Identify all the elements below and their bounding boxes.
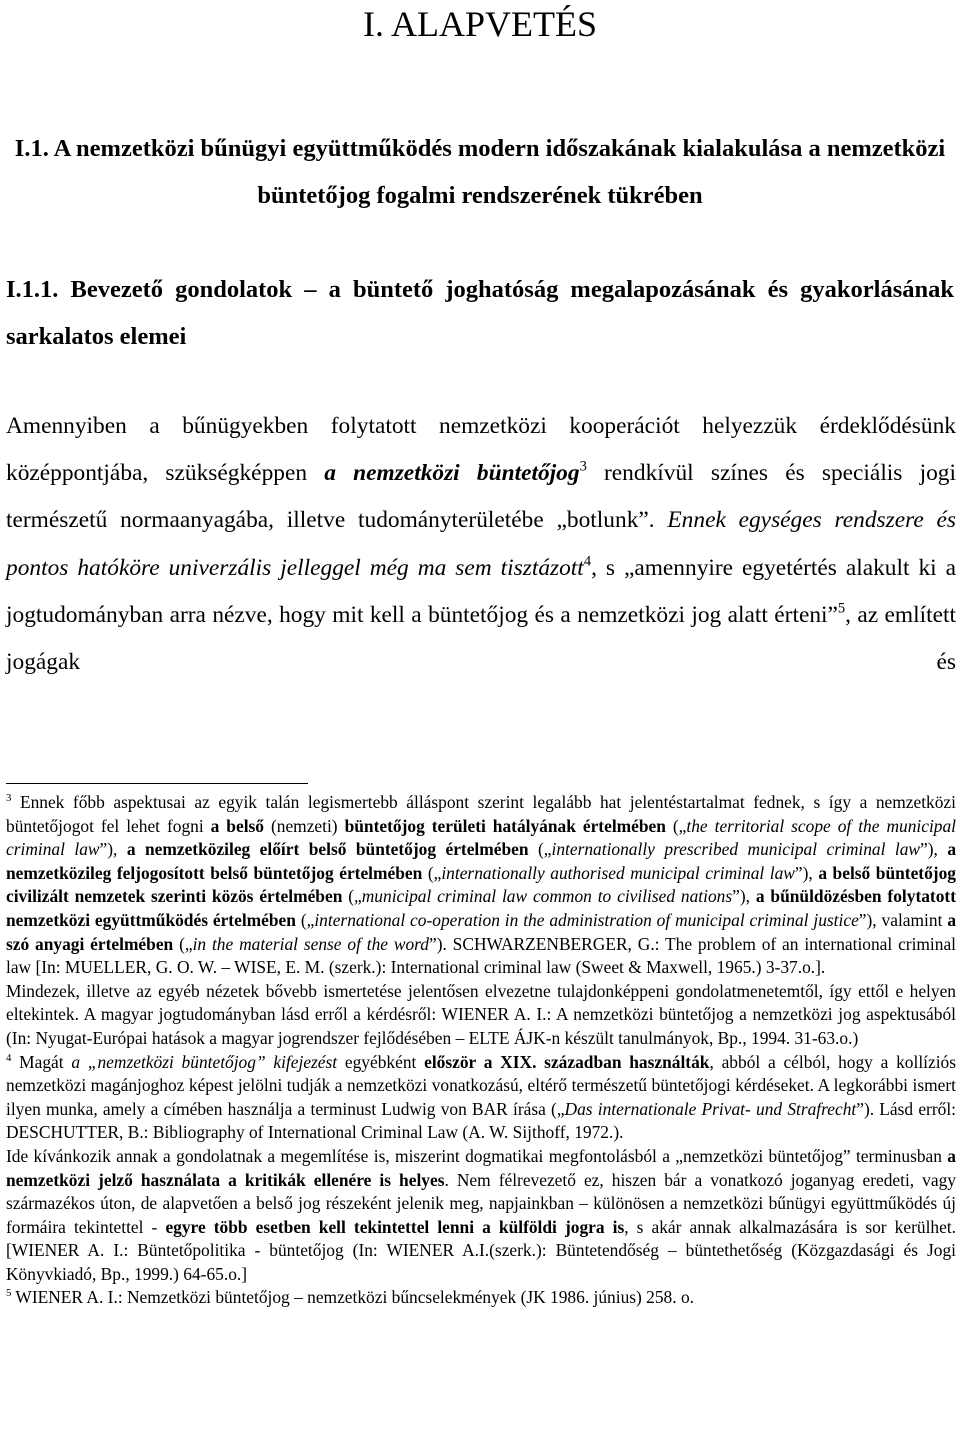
fn3-text: ”), [794, 862, 819, 883]
footnote-4-continued [6, 1145, 956, 1287]
fn3-italic: the territorial scope of the municipal criminal law [6, 815, 956, 860]
body-text-a: Amennyiben a bűnügyekben folytatott nemzetközi kooperációt helyezzük érdeklődésünk középpontjába, szükségképpen [6, 413, 956, 487]
fn3-bold: büntetőjog területi hatályának értelmében [344, 815, 666, 836]
body-italic-sentence: Ennek egységes rendszere és pontos hatóköre univerzális jelleggel még ma sem tisztázott [6, 507, 956, 581]
footnote-separator [6, 783, 308, 784]
fn3-text: („ [665, 815, 687, 836]
footnote-3-number: 3 [6, 792, 12, 804]
footnote-4 [6, 1051, 956, 1145]
fn4-italic: Das internationale Privat- und Strafrecht [564, 1098, 857, 1119]
fn3-text: („ [295, 909, 315, 930]
footnote-ref-3[interactable]: 3 [579, 458, 587, 475]
fn4-text: , s akár annak alkalmazására is sor kerülhet. [WIENER A. I.: Büntetőpolitika - büntetőjog (In: WIENER A.I.(szerk.): Büntetendőség – büntethetőség (Közgazdasági és Jogi Könyvkiadó, Bp., 1999.) 64-65.o.] [6, 1216, 957, 1284]
footnote-5 [6, 1286, 956, 1310]
fn3-text: ”), [732, 886, 756, 907]
fn3-text: („ [422, 862, 442, 883]
fn3-bold: a belső [210, 815, 264, 836]
fn3-italic: municipal criminal law common to civilised nations [361, 886, 733, 907]
fn3-italic: international co-operation in the administration of municipal criminal justice [314, 909, 859, 930]
fn4-text: ”). Lásd erről: DESCHUTTER, B.: Bibliography of International Criminal Law (A. W. Sijthoff, 1972.). [6, 1098, 956, 1143]
fn3-text: („ [528, 839, 552, 860]
chapter-title: I. ALAPVETÉS [363, 4, 597, 44]
footnote-5-number: 5 [6, 1287, 12, 1300]
fn4-text: , abból a célból, hogy a kollíziós nemzetközi magánjoghoz képest jelölni tudják a nemzetközi vonatkozású, eltérő természetű büntetőjogi kérdéseket. A legkorábbi ismert ilyen munka, amely a címében használja a terminust Ludwig von BAR írása („ [6, 1051, 956, 1119]
fn4-text: . Nem félrevezető ez, hiszen bár a vonatkozó joganyag eredeti, vagy származékos úton, de alapvetően a belső jog részeként jelenik meg, napjainkban – különösen a nemzetközi bűnügyi együttműködés új formáira tekintettel - [6, 1169, 956, 1237]
fn3-bold: a szó anyagi értelmében [6, 909, 957, 954]
fn5-text: WIENER A. I.: Nemzetközi büntetőjog – nemzetközi bűncselekmények (JK 1986. június) 258. o. [11, 1287, 694, 1308]
body-paragraph [6, 403, 956, 686]
fn3-text: ”), valamint [858, 909, 948, 930]
body-text-d: , az említett jogágak és [6, 601, 956, 676]
fn3-bold: a nemzetközileg előírt belső büntetőjog értelmében [126, 839, 529, 860]
section-title: I.1. A nemzetközi bűnügyi együttműködés modern időszakának kialakulása a nemzetközi büntetőjog fogalmi rendszerének tükrében [14, 135, 946, 209]
fn4-italic: a „nemzetközi büntetőjog” kifejezést [71, 1051, 338, 1072]
subsection-title: I.1.1. Bevezető gondolatok – a büntető joghatóság megalapozásának és gyakorlásának sarkalatos elemei [6, 276, 954, 350]
term-nemzetkozi-buntetojog: a nemzetközi büntetőjog [324, 460, 580, 487]
fn4-text: Ide kívánkozik annak a gondolatnak a megemlítése is, miszerint dogmatikai megfontolásból a „nemzetközi büntetőjog” terminusban [6, 1145, 948, 1166]
fn3-italic: internationally authorised municipal criminal law [441, 862, 795, 883]
fn4-text: Magát [11, 1051, 72, 1072]
fn3-text: („ [173, 933, 193, 954]
fn3-italic: internationally prescribed municipal criminal law [551, 839, 921, 860]
fn4-bold: a nemzetközi jelző használata a kritikák ellenére is helyes [6, 1145, 956, 1190]
fn4-text: egyébként [337, 1051, 425, 1072]
footnote-3-continued: Mindezek, illetve az egyéb nézetek bővebb ismertetése jelentősen elvezetne tulajdonképpeni gondolatmenetemtől, így ettől e helyen eltekintek. A magyar jogtudományban lásd erről a kérdésről: WIENER A. I.: A nemzetközi büntetőjog a nemzetközi jog aspektusából (In: Nyugat-Európai hatások a magyar jogrendszer fejlődésében – ELTE ÁJK-n készült tanulmányok, Bp., 1994. 31-63.o.) [6, 980, 956, 1048]
footnote-4-number: 4 [6, 1051, 12, 1064]
fn3-bold: a bűnüldözésben folytatott nemzetközi együttműködés értelmében [6, 886, 956, 930]
body-text-b: rendkívül színes és speciális jogi természetű normaanyagába, illetve tudományterületébe „botlunk”. [6, 460, 956, 534]
fn3-text: Ennek főbb aspektusai az egyik talán legismertebb álláspont szerint legalább hat jelentéstartalmat fednek, s így a nemzetközi büntetőjogot fel lehet fogni [6, 792, 956, 836]
fn3-text: ”), [920, 839, 948, 860]
body-text-c: , s „amennyire egyetértés alakult ki a jogtudományban arra nézve, hogy mit kell a büntetőjog és a nemzetközi jog alatt érteni” [6, 554, 956, 628]
fn3-bold: a belső büntetőjog civilizált nemzetek szerinti közös értelmében [6, 862, 956, 907]
footnotes [6, 791, 956, 1310]
fn4-bold: egyre több esetben kell tekintettel lenni a külföldi jogra is [165, 1216, 625, 1237]
fn3-bold: a nemzetközileg feljogosított belső büntetőjog értelmében [6, 839, 957, 883]
fn3-text: ”), [99, 839, 127, 860]
fn3-italic: in the material sense of the word [192, 933, 429, 954]
fn3-text: (nemzeti) [264, 815, 345, 836]
fn3-text: („ [342, 886, 362, 907]
footnote-ref-4[interactable]: 4 [583, 553, 592, 570]
fn3-text: ”). SCHWARZENBERGER, G.: The problem of an international criminal law [In: MUELLER, G. O. W. – WISE, E. M. (szerk.): International criminal law (Sweet & Maxwell, 1965.) 3-37.o.]. [6, 933, 957, 978]
fn4-bold: először a XIX. században használták [424, 1051, 710, 1072]
footnote-ref-5[interactable]: 5 [837, 600, 846, 617]
footnote-3 [6, 791, 956, 980]
